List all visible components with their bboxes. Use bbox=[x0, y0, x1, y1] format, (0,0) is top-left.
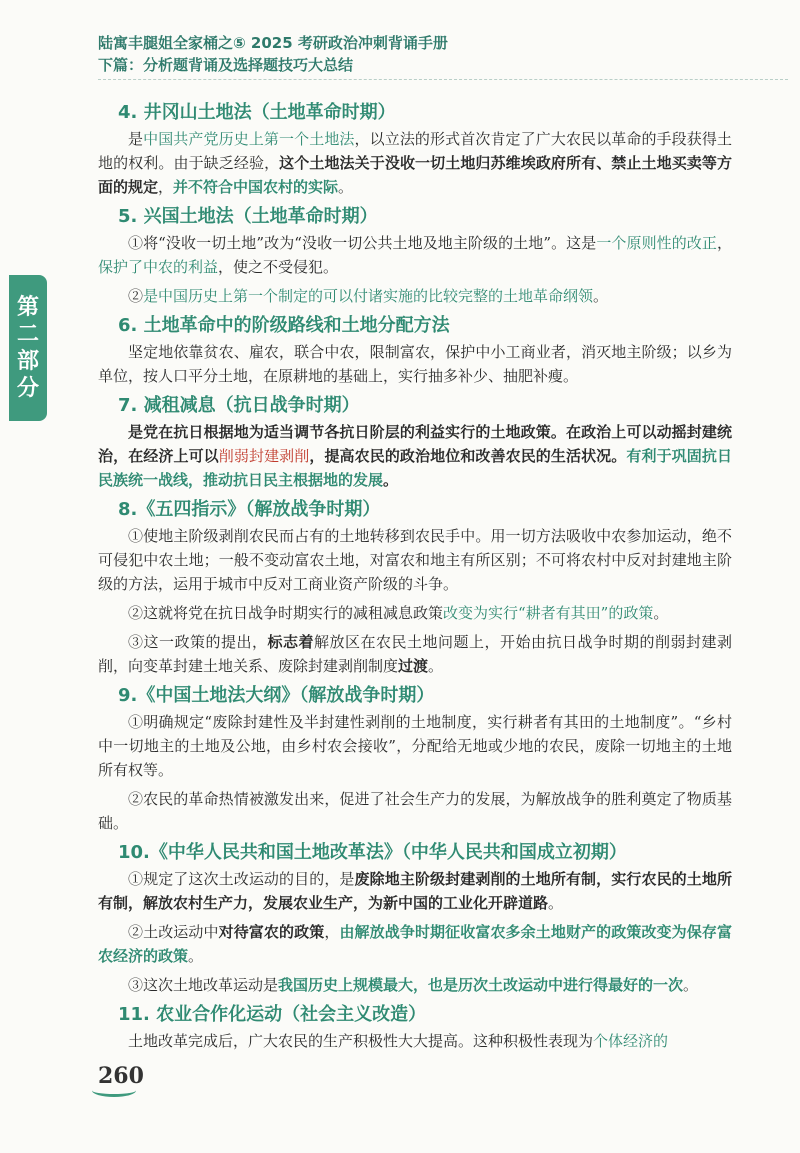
section-heading: 9.《中国土地法大纲》（解放战争时期） bbox=[118, 685, 435, 706]
highlighted-text: 并不符合中国农村的实际 bbox=[173, 178, 339, 196]
text-run: ①明确规定“废除封建性及半封建性剥削的土地制度，实行耕者有其田的土地制度”。“乡村中一切地主的土地及公地，由乡村农会接收”，分配给无地或少地的农民，废除一切地主的土地所有权等。 bbox=[98, 713, 732, 779]
paragraph bbox=[98, 920, 732, 968]
header-divider bbox=[98, 79, 788, 80]
text-run: 是 bbox=[128, 130, 144, 148]
paragraph bbox=[98, 630, 732, 678]
text-run: ，以立法的形式首次肯定了广大农民以革命的手段获得土地的权利。由于缺乏经验， bbox=[98, 130, 732, 172]
text-run: ②这就将党在抗日战争时期实行的减租减息政策 bbox=[128, 604, 444, 622]
paragraph bbox=[98, 127, 732, 199]
text-run: ， bbox=[716, 234, 732, 252]
highlighted-text: 改变为实行“耕者有其田”的政策 bbox=[443, 604, 654, 622]
paragraph bbox=[98, 867, 732, 915]
bold-text: 是党在抗日根据地为适当调节各抗日阶层的利益实行的土地政策。在政治上可以动摇封建统治，在经济上可以 bbox=[98, 423, 732, 465]
text-run: 。 bbox=[548, 894, 564, 912]
page-number: 260 bbox=[98, 1063, 144, 1089]
text-run: ①规定了这次土改运动的目的，是 bbox=[128, 870, 355, 888]
text-run: ①使地主阶级剥削农民而占有的土地转移到农民手中。用一切方法吸收中农参加运动，绝不可侵犯中农土地；一般不变动富农土地，对富农和地主有所区别；不可将农村中反对封建地主阶级的方法，运用于城市中反对工商业资产阶级的斗争。 bbox=[98, 527, 732, 593]
section-heading: 11. 农业合作化运动（社会主义改造） bbox=[118, 1004, 427, 1025]
paragraph bbox=[98, 973, 732, 997]
bold-text: 。 bbox=[383, 471, 399, 489]
highlighted-text: 是中国历史上第一个制定的可以付诸实施的比较完整的土地革命纲领 bbox=[143, 287, 594, 305]
text-run: ② bbox=[128, 287, 144, 305]
highlighted-text: 我国历史上规模最大，也是历次土改运动中进行得最好的一次 bbox=[278, 976, 684, 994]
highlighted-text: 由解放战争时期征收富农多余土地财产的政策改变为保存富农经济的政策 bbox=[98, 923, 732, 965]
text-run: 。 bbox=[683, 976, 699, 994]
section-heading: 8.《五四指示》（解放战争时期） bbox=[118, 499, 381, 520]
section-tab-label: 第二部分 bbox=[16, 295, 39, 401]
paragraph bbox=[98, 231, 732, 279]
header-book-title: 陆寓丰腿姐全家桶之⑤ 2025 考研政治冲刺背诵手册 bbox=[98, 34, 448, 52]
paragraph bbox=[98, 284, 732, 308]
text-run: ②农民的革命热情被激发出来，促进了社会生产力的发展，为解放战争的胜利奠定了物质基础。 bbox=[98, 790, 732, 832]
paragraph bbox=[98, 420, 732, 492]
paragraph bbox=[98, 787, 732, 835]
text-run: ①将“没收一切土地”改为“没收一切公共土地及地主阶级的土地”。这是 bbox=[128, 234, 597, 252]
running-header bbox=[98, 32, 788, 76]
page-number-decoration bbox=[92, 1084, 136, 1097]
section-heading: 4. 井冈山土地法（土地革命时期） bbox=[118, 102, 396, 123]
bold-text: 这个土地法关于没收一切土地归苏维埃政府所有、禁止土地买卖等方面的规定 bbox=[98, 154, 732, 196]
text-run: ，使之不受侵犯。 bbox=[218, 258, 339, 276]
text-run: ③这一政策的提出， bbox=[128, 633, 268, 651]
text-run: 土地改革完成后，广大农民的生产积极性大大提高。这种积极性表现为 bbox=[128, 1032, 594, 1050]
section-tab bbox=[9, 275, 47, 421]
text-run: ③这次土地改革运动是 bbox=[128, 976, 279, 994]
highlighted-text: 个体经济的 bbox=[593, 1032, 669, 1050]
section-heading: 6. 土地革命中的阶级路线和土地分配方法 bbox=[118, 315, 450, 336]
text-run: 。 bbox=[188, 947, 204, 965]
page-body bbox=[98, 101, 732, 1058]
text-run: ， bbox=[324, 923, 340, 941]
paragraph bbox=[98, 524, 732, 596]
highlighted-text: 一个原则性的改正 bbox=[596, 234, 717, 252]
highlighted-text: 削弱封建剥削 bbox=[218, 447, 310, 465]
text-run: ②土改运动中 bbox=[128, 923, 219, 941]
section-heading: 5. 兴国土地法（土地革命时期） bbox=[118, 206, 378, 227]
paragraph bbox=[98, 340, 732, 388]
bold-text: ，提高农民的政治地位和改善农民的生活状况。 bbox=[309, 447, 627, 465]
text-run: 。 bbox=[428, 657, 444, 675]
header-part-title: 下篇：分析题背诵及选择题技巧大总结 bbox=[98, 56, 354, 74]
section-heading: 10.《中华人民共和国土地改革法》（中华人民共和国成立初期） bbox=[118, 842, 627, 863]
highlighted-text: 中国共产党历史上第一个土地法 bbox=[143, 130, 355, 148]
paragraph bbox=[98, 710, 732, 782]
paragraph bbox=[98, 601, 732, 625]
section-heading: 7. 减租减息（抗日战争时期） bbox=[118, 395, 360, 416]
bold-text: 标志着 bbox=[267, 633, 314, 651]
paragraph bbox=[98, 1029, 732, 1053]
highlighted-text: 保护了中农的利益 bbox=[98, 258, 219, 276]
highlighted-text: 有利于巩固抗日民族统一战线，推动抗日民主根据地的发展 bbox=[98, 447, 732, 489]
bold-text: 对待富农的政策 bbox=[218, 923, 325, 941]
text-run: 。 bbox=[653, 604, 669, 622]
text-run: 。 bbox=[338, 178, 354, 196]
text-run: 解放区在农民土地问题上，开始由抗日战争时期的削弱封建剥削，向变革封建土地关系、废除封建剥削制度 bbox=[98, 633, 732, 675]
text-run: 坚定地依靠贫农、雇农，联合中农，限制富农，保护中小工商业者，消灭地主阶级；以乡为单位，按人口平分土地，在原耕地的基础上，实行抽多补少、抽肥补瘦。 bbox=[98, 343, 732, 385]
bold-text: 过渡 bbox=[398, 657, 429, 675]
bold-text: 废除地主阶级封建剥削的土地所有制，实行农民的土地所有制，解放农村生产力，发展农业生产，为新中国的工业化开辟道路 bbox=[98, 870, 732, 912]
text-run: 。 bbox=[593, 287, 609, 305]
text-run: ， bbox=[158, 178, 174, 196]
